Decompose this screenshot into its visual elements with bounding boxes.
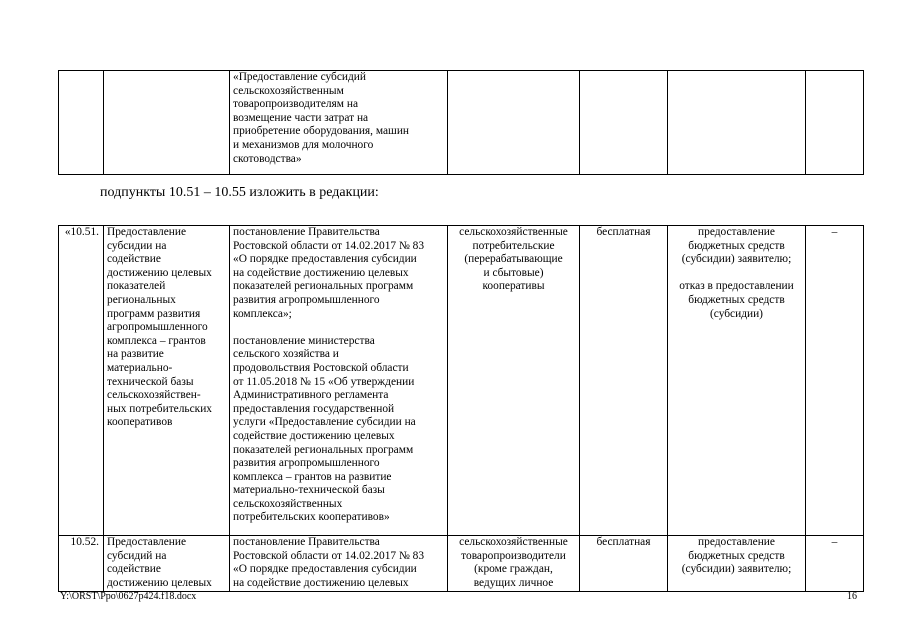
text-line: продовольствия Ростовской области (233, 361, 409, 374)
page-number: 16 (847, 591, 857, 602)
text-line: материально-технической базы (233, 484, 385, 497)
cell-name (104, 71, 230, 175)
cell-number (59, 71, 104, 175)
text-line: материально- (107, 361, 173, 374)
text-line: показателей региональных программ (233, 280, 414, 293)
text-line: постановление министерства (233, 334, 375, 347)
text-line: и механизмов для молочного (233, 138, 374, 151)
text-line: субсидий на (107, 549, 167, 562)
text-line: (кроме граждан, (474, 563, 553, 576)
table-row (59, 536, 864, 592)
cell-recipients (448, 71, 580, 175)
text-line: приобретение оборудования, машин (233, 125, 410, 138)
text-line: бюджетных средств (688, 549, 785, 562)
text-line: скотоводства» (233, 152, 302, 165)
note: – (806, 226, 864, 536)
text-line: достижению целевых (107, 266, 212, 279)
cell-fee (580, 71, 668, 175)
text-line: сельскохозяйственных (233, 497, 343, 510)
text-line: кооперативов (107, 416, 173, 429)
text-line: бюджетных средств (688, 293, 785, 306)
text-line: кооперативы (482, 280, 545, 293)
text-line: (субсидии) заявителю; (681, 563, 792, 576)
text-line: сельскохозяйствен- (107, 389, 201, 402)
text-line: (субсидии) (710, 307, 763, 320)
text-line: Ростовской области от 14.02.2017 № 83 (233, 239, 425, 252)
result (668, 536, 806, 592)
text-line: на развитие (107, 348, 164, 361)
text-line: ных потребительских (107, 402, 212, 415)
legal-basis (230, 536, 448, 592)
text-line: отказ в предоставлении (679, 280, 794, 293)
text-line: агропромышленного (107, 321, 208, 334)
text-line: Предоставление (107, 536, 187, 548)
text-line: содействие (107, 563, 161, 576)
text-line: постановление Правительства (233, 226, 380, 238)
recipients (448, 226, 580, 536)
recipients (448, 536, 580, 592)
text-line: предоставления государственной (233, 402, 395, 415)
table-row (59, 71, 864, 175)
text-line: содействие (107, 253, 161, 266)
text-line: на содействие достижению целевых (233, 576, 409, 589)
text-line: субсидии на (107, 239, 167, 252)
text-line: региональных (107, 293, 176, 306)
cell-result (668, 71, 806, 175)
text-line: сельскохозяйственным (233, 84, 344, 97)
text-line: комплекса – грантов (107, 334, 206, 347)
text-line: возмещение части затрат на (233, 111, 369, 124)
text-line: (перерабатывающие (464, 253, 563, 266)
text-line: предоставление (698, 536, 775, 548)
text-line: комплекса»; (233, 307, 292, 320)
text-line: «О порядке предоставления субсидии (233, 563, 417, 576)
table-row (59, 226, 864, 536)
text-line: предоставление (698, 226, 775, 238)
row-number: «10.51. (59, 226, 104, 536)
text-line: от 11.05.2018 № 15 «Об утверждении (233, 375, 415, 388)
text-line: на содействие достижению целевых (233, 266, 409, 279)
text-line: Административного регламента (233, 389, 389, 402)
text-line: содействие достижению целевых (233, 429, 395, 442)
paragraph-gap (671, 267, 802, 281)
text-line: товаропроизводители (461, 549, 566, 562)
text-line: «О порядке предоставления субсидии (233, 253, 417, 266)
text-line: развития агропромышленного (233, 293, 380, 306)
text-line: технической базы (107, 375, 194, 388)
fee: бесплатная (580, 536, 668, 592)
result (668, 226, 806, 536)
text-line: постановление Правительства (233, 536, 380, 548)
text-line: комплекса – грантов на развитие (233, 470, 392, 483)
text-line: сельского хозяйства и (233, 348, 339, 361)
note: – (806, 536, 864, 592)
text-line: услуги «Предоставление субсидии на (233, 416, 416, 429)
text-line: потребительских кооперативов» (233, 511, 390, 524)
service-name (104, 226, 230, 536)
text-line: Предоставление (107, 226, 187, 238)
text-line: потребительские (472, 239, 555, 252)
text-line: программ развития (107, 307, 201, 320)
services-table (58, 225, 864, 592)
text-line: бюджетных средств (688, 239, 785, 252)
footer-file-path: Y:\ORST\Ppo\0627p424.f18.docx (60, 591, 197, 602)
row-number: 10.52. (59, 536, 104, 592)
text-line: ведущих личное (473, 576, 554, 589)
cell-basis (230, 71, 448, 175)
fee: бесплатная (580, 226, 668, 536)
text-line: «Предоставление субсидий (233, 71, 366, 83)
text-line: товаропроизводителям на (233, 98, 359, 111)
text-line: показателей (107, 280, 166, 293)
service-name (104, 536, 230, 592)
intro-text: подпункты 10.51 – 10.55 изложить в редакции: (100, 185, 379, 200)
paragraph-gap (233, 321, 444, 335)
top-table-fragment (58, 70, 864, 175)
text-line: достижению целевых (107, 576, 212, 589)
text-line: Ростовской области от 14.02.2017 № 83 (233, 549, 425, 562)
text-line: развития агропромышленного (233, 457, 380, 470)
text-line: (субсидии) заявителю; (681, 253, 792, 266)
text-line: сельскохозяйственные (459, 226, 568, 238)
text-line: и сбытовые) (483, 266, 544, 279)
text-line: сельскохозяйственные (459, 536, 568, 548)
text-line: показателей региональных программ (233, 443, 414, 456)
cell-note (806, 71, 864, 175)
legal-basis (230, 226, 448, 536)
